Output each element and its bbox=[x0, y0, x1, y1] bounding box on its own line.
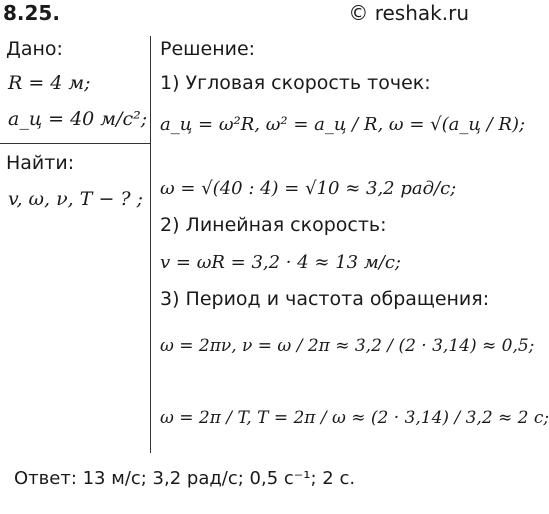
step3-period: ω = 2π / T, T = 2π / ω ≈ (2 · 3,14) / 3,2 ≈ 2 с; bbox=[160, 408, 549, 428]
horizontal-divider bbox=[0, 143, 150, 144]
step1-formula: a_ц = ω²R, ω² = a_ц / R, ω = √(a_ц / R); bbox=[160, 114, 526, 135]
site-watermark: © reshak.ru bbox=[348, 1, 469, 25]
step3-frequency: ω = 2πν, ν = ω / 2π ≈ 3,2 / (2 · 3,14) ≈ 0,5; bbox=[160, 336, 535, 356]
vertical-divider bbox=[150, 36, 151, 453]
solution-title: Решение: bbox=[160, 38, 256, 60]
step1-title: 1) Угловая скорость точек: bbox=[160, 72, 431, 94]
step2-title: 2) Линейная скорость: bbox=[160, 214, 387, 236]
answer: Ответ: 13 м/с; 3,2 рад/с; 0,5 с⁻¹; 2 с. bbox=[14, 468, 356, 489]
problem-number: 8.25. bbox=[3, 1, 60, 25]
step1-calc: ω = √(40 : 4) = √10 ≈ 3,2 рад/с; bbox=[160, 178, 457, 199]
step3-title: 3) Период и частота обращения: bbox=[160, 288, 490, 310]
given-acceleration: a_ц = 40 м/с²; bbox=[8, 108, 148, 130]
step2-calc: v = ωR = 3,2 · 4 ≈ 13 м/с; bbox=[160, 252, 401, 273]
given-radius: R = 4 м; bbox=[8, 72, 91, 94]
find-unknowns: v, ω, ν, T − ? ; bbox=[8, 188, 144, 210]
find-title: Найти: bbox=[6, 152, 75, 174]
given-title: Дано: bbox=[6, 38, 63, 60]
